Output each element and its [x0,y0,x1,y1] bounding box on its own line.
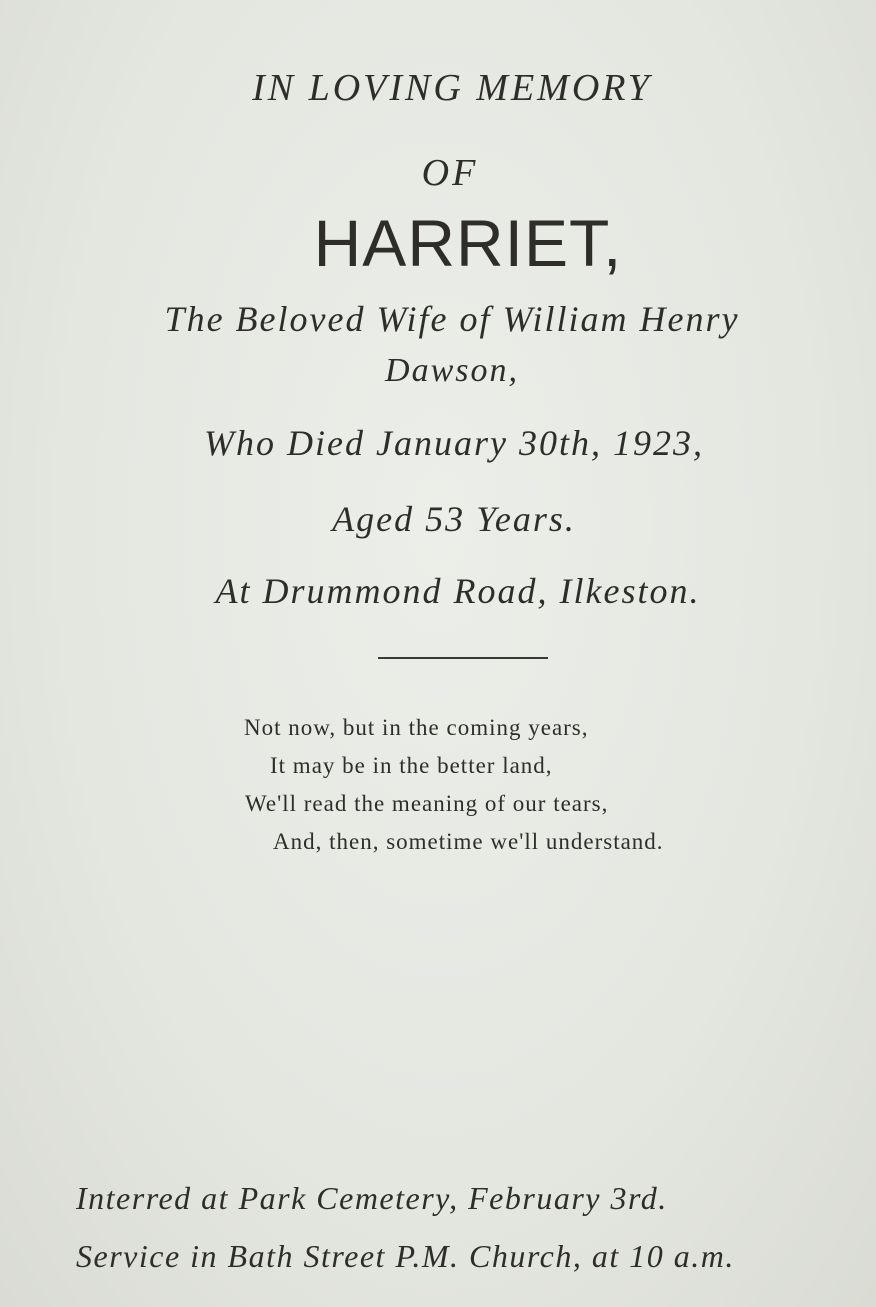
memorial-heading: IN LOVING MEMORY [252,67,652,109]
service-details: Service in Bath Street P.M. Church, at 10 a.m. [76,1238,735,1274]
interment-details: Interred at Park Cemetery, February 3rd. [76,1180,668,1216]
verse-line: We'll read the meaning of our tears, [245,791,609,816]
deceased-name: HARRIET, [313,206,623,280]
verse-line: And, then, sometime we'll understand. [273,829,664,854]
divider-rule [378,657,548,659]
verse-line: It may be in the better land, [270,753,553,778]
relation-line-2: Dawson, [385,352,519,389]
age-at-death: Aged 53 Years. [332,499,576,539]
memorial-heading-of: OF [421,152,479,194]
date-of-death: Who Died January 30th, 1923, [204,423,704,463]
relation-line-1: The Beloved Wife of William Henry [164,299,740,339]
verse-line: Not now, but in the coming years, [244,715,589,740]
place-of-death: At Drummond Road, Ilkeston. [215,571,701,611]
